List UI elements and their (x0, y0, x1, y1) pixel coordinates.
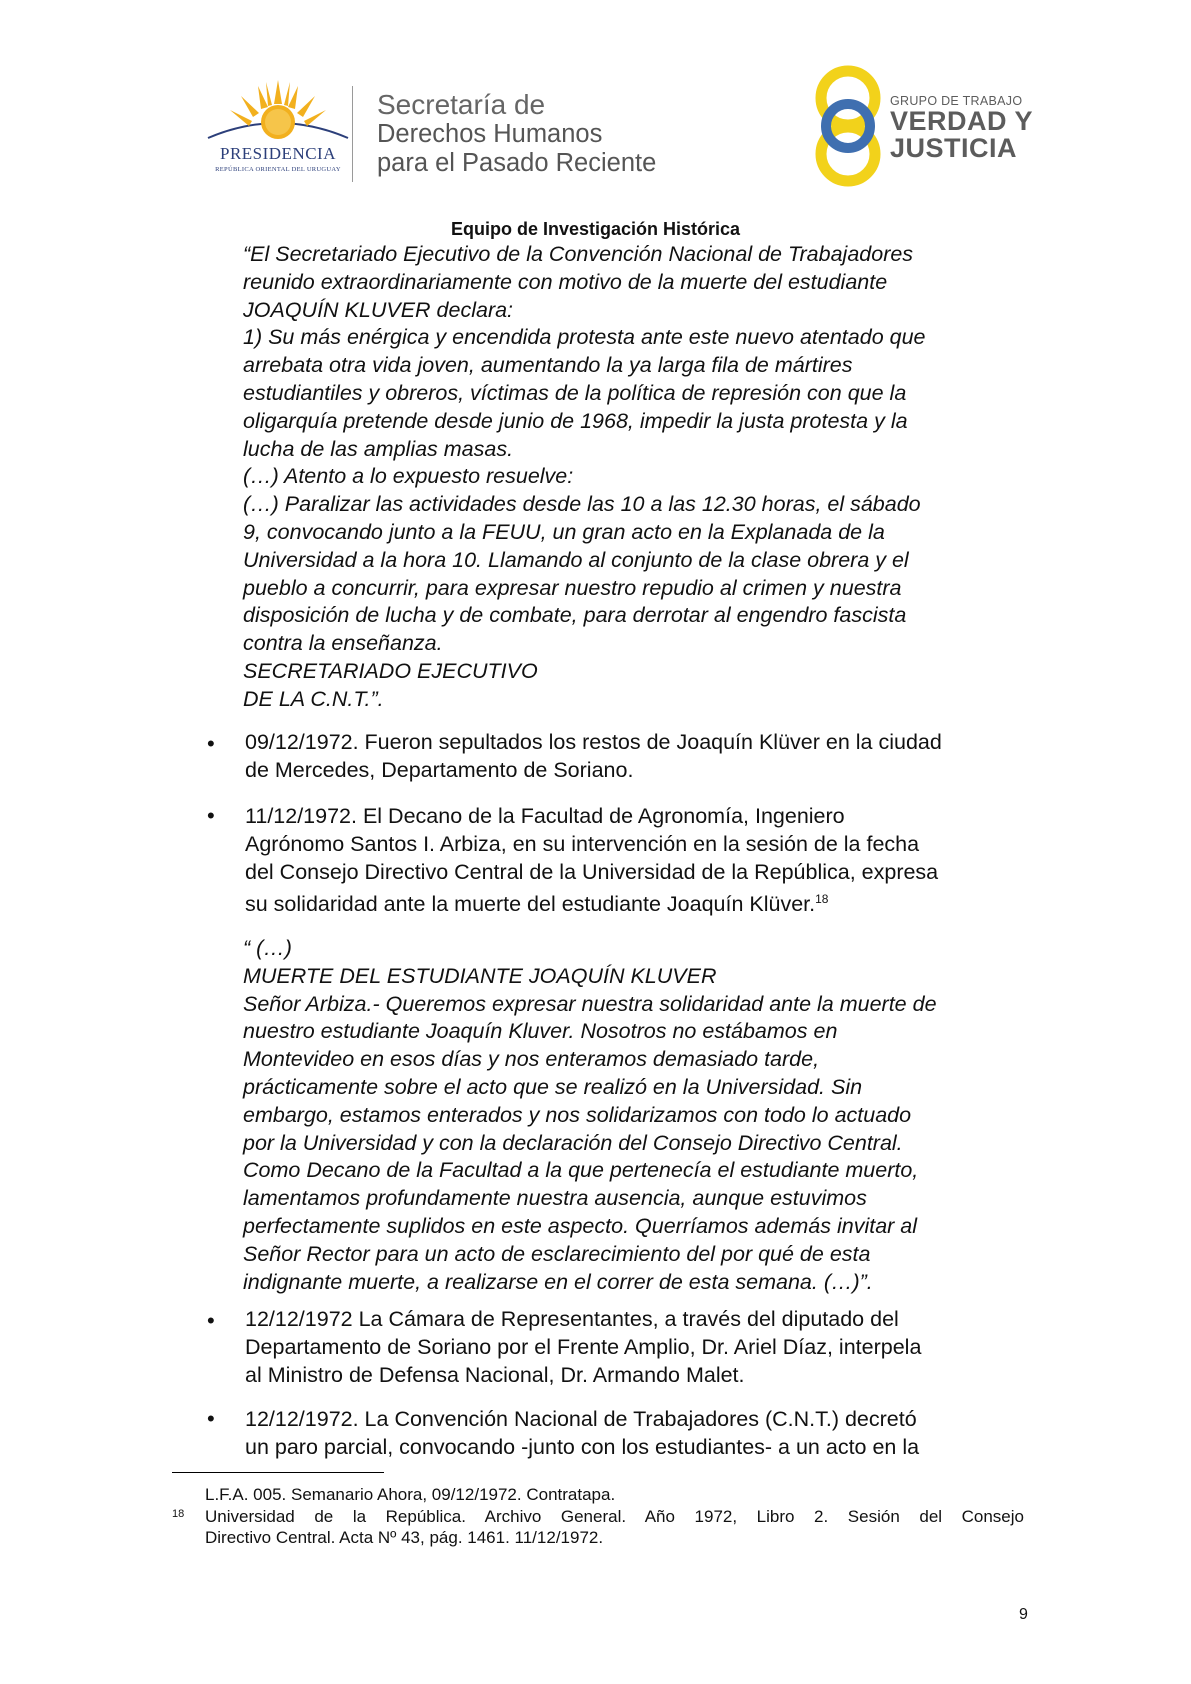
footnote-18-line-2: Directivo Central. Acta Nº 43, pág. 1461. 11/12/1972. (205, 1528, 604, 1547)
quote-line: contra la enseñanza. (243, 631, 443, 656)
quote-line: 9, convocando junto a la FEUU, un gran acto en la Explanada de la (243, 519, 885, 544)
quote-line: arrebata otra vida joven, aumentando la ya larga fila de mártires (243, 353, 853, 378)
grupo-trabajo-title (890, 94, 1033, 162)
arbiza-speech-quote (243, 935, 1024, 1296)
quote-line: pueblo a concurrir, para expresar nuestro repudio al crimen y nuestra (243, 575, 902, 600)
quote-line: lucha de las amplias masas. (243, 436, 514, 461)
quote-line: reunido extraordinariamente con motivo de la muerte del estudiante (243, 269, 888, 294)
quote-line: SECRETARIADO EJECUTIVO (243, 658, 538, 683)
bullet-line: 12/12/1972 La Cámara de Representantes, a través del diputado del (245, 1307, 899, 1331)
team-title: Equipo de Investigación Histórica (450, 219, 741, 239)
bullet-icon: • (207, 803, 215, 828)
quote-line: Señor Arbiza.- Queremos expresar nuestra solidaridad ante la muerte de (243, 991, 937, 1016)
quote-line: Como Decano de la Facultad a la que pertenecía el estudiante muerto, (243, 1158, 919, 1183)
quote-line: perfectamente suplidos en este aspecto. Querríamos además invitar al (243, 1213, 918, 1238)
bullet-line-text: su solidaridad ante la muerte del estudiante Joaquín Klüver. (245, 892, 816, 917)
page-number: 9 (1019, 1606, 1028, 1623)
bullet-line: de Mercedes, Departamento de Soriano. (245, 757, 634, 782)
bullet-item-3 (245, 1306, 1024, 1389)
quote-line: (…) Atento a lo expuesto resuelve: (243, 464, 574, 489)
quote-line: lamentamos profundamente nuestra ausencia, aunque estuvimos (243, 1186, 867, 1211)
bullet-icon: • (207, 1308, 215, 1333)
secretaria-line-3: para el Pasado Reciente (377, 149, 657, 177)
quote-line: JOAQUÍN KLUVER declara: (243, 297, 514, 322)
bullet-line: 12/12/1972. La Convención Nacional de Trabajadores (C.N.T.) decretó (245, 1407, 917, 1431)
quote-line: “ (…) (243, 936, 292, 960)
quote-line: “El Secretariado Ejecutivo de la Convención Nacional de Trabajadores (243, 242, 914, 266)
presidencia-label: PRESIDENCIA (219, 144, 336, 163)
bullet-item-4 (245, 1406, 1024, 1462)
footnote-17-text: L.F.A. 005. Semanario Ahora, 09/12/1972. Contratapa. (205, 1485, 616, 1504)
bullet-line: 09/12/1972. Fueron sepultados los restos de Joaquín Klüver en la ciudad (245, 730, 942, 754)
bullet-line: 11/12/1972. El Decano de la Facultad de Agronomía, Ingeniero (245, 804, 845, 828)
quote-line: nuestro estudiante Joaquín Kluver. Nosotros no estábamos en (243, 1019, 838, 1044)
quote-line: estudiantiles y obreros, víctimas de la política de represión con que la (243, 380, 907, 405)
grupo-trabajo-logo-icon (808, 64, 888, 188)
quote-line: MUERTE DEL ESTUDIANTE JOAQUÍN KLUVER (243, 963, 717, 988)
quote-line: Señor Rector para un acto de esclarecimiento del por qué de esta (243, 1241, 871, 1266)
footnote-ref: 18 (815, 892, 829, 907)
footnote-18-line-1: Universidad de la República. Archivo General. Año 1972, Libro 2. Sesión del Consejo (205, 1507, 1024, 1526)
bullet-item-1 (245, 729, 1024, 785)
header-divider (352, 86, 353, 182)
footnote-18-number: 18 (172, 1508, 185, 1520)
bullet-item-2 (245, 803, 1024, 919)
quote-line: Universidad a la hora 10. Llamando al conjunto de la clase obrera y el (243, 547, 909, 572)
grupo-line-1: GRUPO DE TRABAJO (890, 94, 1023, 108)
presidencia-sublabel: REPÚBLICA ORIENTAL DEL URUGUAY (215, 166, 341, 173)
quote-line: (…) Paralizar las actividades desde las 10 a las 12.30 horas, el sábado (243, 492, 921, 517)
quote-line: Montevideo en esos días y nos enteramos demasiado tarde, (243, 1047, 820, 1072)
bullet-line: del Consejo Directivo Central de la Universidad de la República, expresa (245, 859, 939, 884)
bullet-line (245, 886, 1024, 919)
bullet-line: al Ministro de Defensa Nacional, Dr. Armando Malet. (245, 1362, 745, 1387)
quote-line: oligarquía pretende desde junio de 1968, impedir la justa protesta y la (243, 408, 908, 433)
quote-line: indignante muerte, a realizarse en el correr de esta semana. (…)”. (243, 1269, 873, 1294)
secretaria-line-2: Derechos Humanos (377, 120, 603, 148)
quote-line: disposición de lucha y de combate, para derrotar al engendro fascista (243, 603, 907, 628)
bullet-line: Departamento de Soriano por el Frente Amplio, Dr. Ariel Díaz, interpela (245, 1334, 922, 1359)
footnote-separator (172, 1472, 384, 1473)
grupo-line-2: VERDAD Y (890, 106, 1034, 136)
bullet-icon: • (207, 731, 215, 756)
quote-line: DE LA C.N.T.”. (243, 686, 384, 711)
quote-line: prácticamente sobre el acto que se realizó en la Universidad. Sin (243, 1074, 863, 1099)
quote-line: embargo, estamos enterados y nos solidarizamos con todo lo actuado (243, 1102, 912, 1127)
grupo-line-3: JUSTICIA (890, 133, 1018, 163)
bullet-icon: • (207, 1406, 215, 1431)
page-header (0, 0, 1191, 239)
cnt-declaration-quote (243, 241, 1024, 714)
quote-line: por la Universidad y con la declaración del Consejo Directivo Central. (243, 1130, 903, 1155)
quote-line: 1) Su más enérgica y encendida protesta ante este nuevo atentado que (243, 325, 926, 350)
secretaria-line-1: Secretaría de (377, 89, 546, 120)
sun-icon (198, 78, 358, 144)
bullet-line: Agrónomo Santos I. Arbiza, en su intervención en la sesión de la fecha (245, 831, 920, 856)
secretaria-title (377, 90, 656, 178)
bullet-line: un paro parcial, convocando -junto con los estudiantes- a un acto en la (245, 1434, 920, 1459)
presidencia-logo (198, 78, 358, 186)
